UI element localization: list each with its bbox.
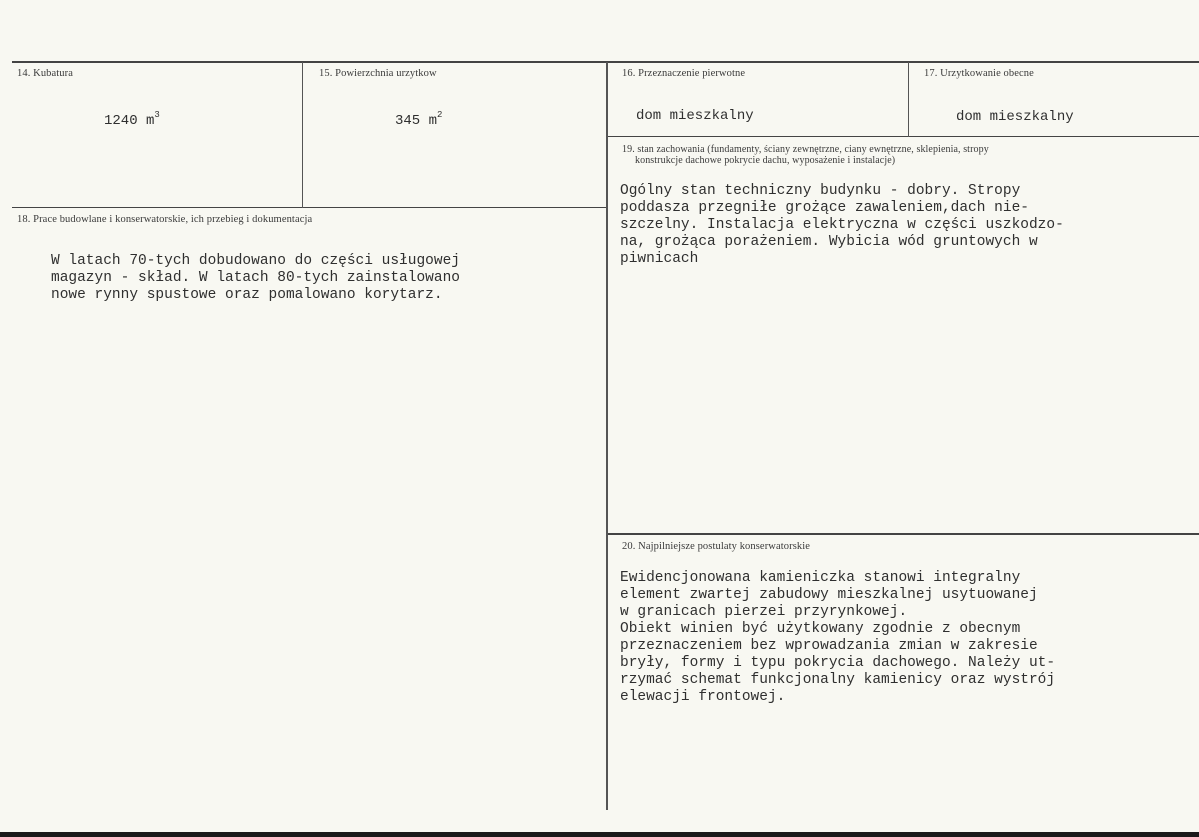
center-divider: [606, 62, 608, 810]
rule-under-14-15: [12, 207, 608, 208]
field-19-label: 19. stan zachowania (fundamenty, ściany zewnętrzne, ciany ewnętrzne, sklepienia, stropy konstrukcje dachowe pokrycie dachu, wyposażenie i instalacje): [622, 144, 989, 166]
rule-under-16-17: [607, 136, 1199, 137]
field-16-value: dom mieszkalny: [636, 108, 754, 124]
divider-14-15: [302, 62, 303, 208]
field-20-label: 20. Najpilniejsze postulaty konserwatorskie: [622, 541, 811, 552]
field-15-number: 345 m: [395, 113, 438, 129]
field-18-label: 18. Prace budowlane i konserwatorskie, ich przebieg i dokumentacja: [17, 214, 313, 225]
field-20-text: Ewidencjonowana kamieniczka stanowi integralny element zwartej zabudowy mieszkalnej usytuowanej w granicach pierzei przyrynkowej. Obiekt winien być użytkowany zgodnie z obecnym przeznaczeniem bez wprowadzania zmian w zakresie bryły, formy i typu pokrycia dachowego. Należy ut- rzymać schemat funkcjonalny kamienicy oraz wystrój elewacji frontowej.: [620, 570, 1056, 705]
field-16-label: 16. Przeznaczenie pierwotne: [622, 68, 746, 79]
field-15-unit-exponent: 2: [437, 110, 443, 120]
field-14-number: 1240 m: [104, 113, 155, 129]
field-17-value: dom mieszkalny: [956, 109, 1074, 125]
field-19-text: Ogólny stan techniczny budynku - dobry. Stropy poddasza przegniłe grożące zawaleniem,dach nie- szczelny. Instalacja elektryczna w części uszkodzo- na, grożąca porażeniem. Wybicia wód gruntowych w piwnicach: [620, 183, 1064, 267]
field-15-value: [395, 107, 442, 130]
field-14-label: 14. Kubatura: [17, 68, 74, 79]
field-14-value: [104, 107, 160, 130]
field-15-label: 15. Powierzchnia urzytkow: [319, 68, 437, 79]
rule-above-20: [607, 533, 1199, 535]
field-17-label: 17. Urzytkowanie obecne: [924, 68, 1034, 79]
field-14-unit-exponent: 3: [154, 110, 160, 120]
scan-bottom-edge: [0, 832, 1199, 837]
field-18-text: W latach 70-tych dobudowano do części usługowej magazyn - skład. W latach 80-tych zainstalowano nowe rynny spustowe oraz pomalowano korytarz.: [51, 253, 460, 303]
divider-16-17: [908, 62, 909, 137]
